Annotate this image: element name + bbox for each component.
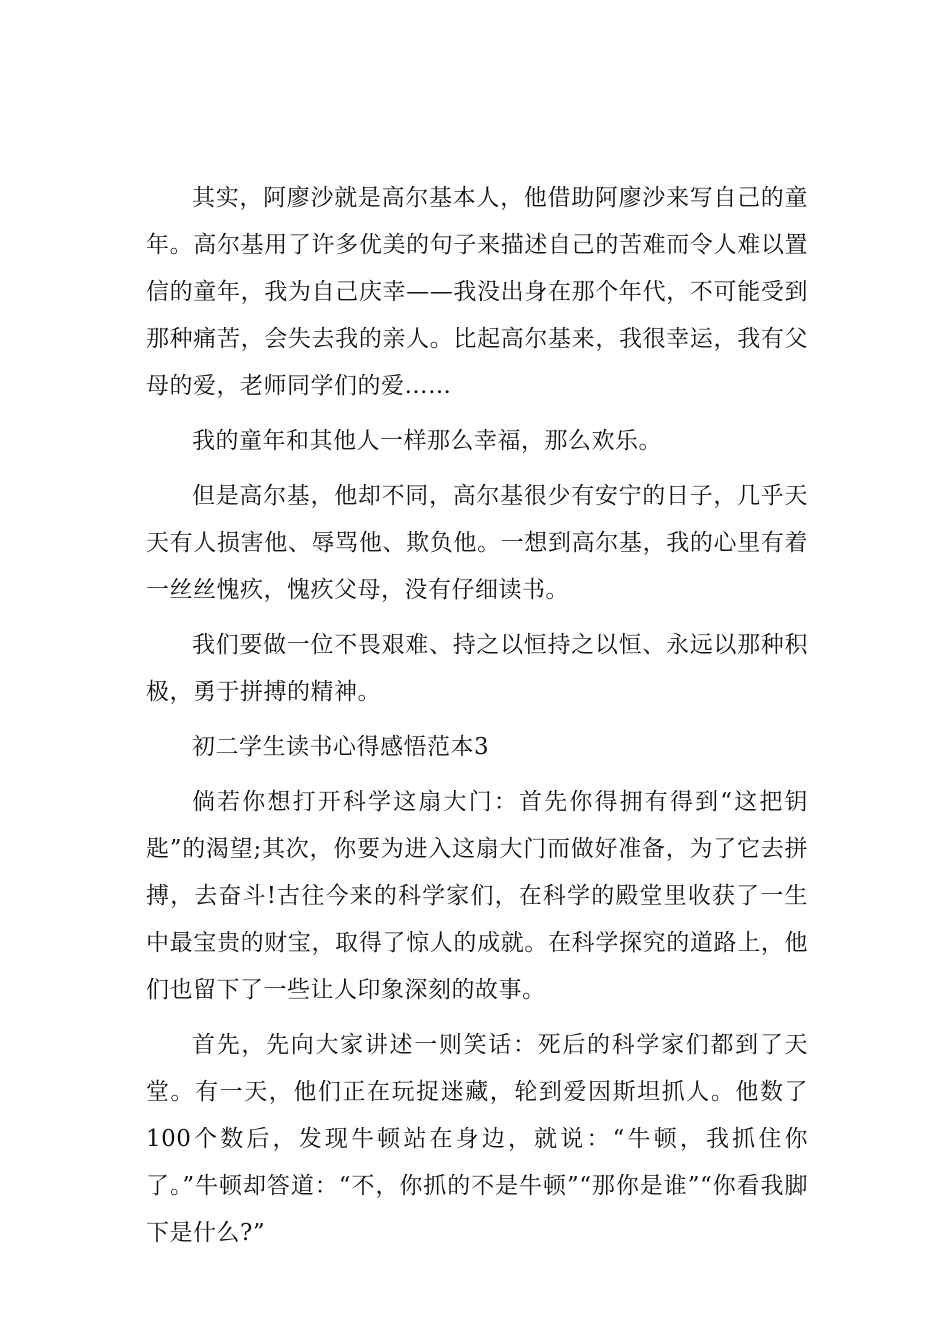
paragraph-1: 其实，阿廖沙就是高尔基本人，他借助阿廖沙来写自己的童年。高尔基用了许多优美的句子来描述自己的苦难而令人难以置信的童年，我为自己庆幸——我没出身在那个年代，不可能受到那种痛苦，会失去我的亲人。比起高尔基来，我很幸运，我有父母的爱，老师同学们的爱…… bbox=[146, 185, 808, 399]
paragraph-2: 我的童年和其他人一样那么幸福，那么欢乐。 bbox=[192, 428, 662, 454]
paragraph-5: 倘若你想打开科学这扇大门：首先你得拥有得到“这把钥匙”的渴望;其次，你要为进入这扇大门而做好准备，为了它去拼搏，去奋斗!古往今来的科学家们，在科学的殿堂里收获了一生中最宝贵的财宝，取得了惊人的成就。在科学探究的道路上，他们也留下了一些让人印象深刻的故事。 bbox=[146, 789, 808, 1003]
paragraph-3: 但是高尔基，他却不同，高尔基很少有安宁的日子，几乎天天有人损害他、辱骂他、欺负他。一想到高尔基，我的心里有着一丝丝愧疚，愧疚父母，没有仔细读书。 bbox=[146, 483, 808, 603]
paragraph-4: 我们要做一位不畏艰难、持之以恒持之以恒、永远以那种积极，勇于拼搏的精神。 bbox=[146, 632, 808, 705]
document-body bbox=[146, 175, 808, 1265]
section-heading: 初二学生读书心得感悟范本3 bbox=[192, 734, 490, 760]
paragraph-6: 首先，先向大家讲述一则笑话：死后的科学家们都到了天堂。有一天，他们正在玩捉迷藏，轮到爱因斯坦抓人。他数了100个数后，发现牛顿站在身边，就说：“牛顿，我抓住你了。”牛顿却答道：“不，你抓的不是牛顿”“那你是谁”“你看我脚下是什么?” bbox=[146, 1032, 808, 1246]
